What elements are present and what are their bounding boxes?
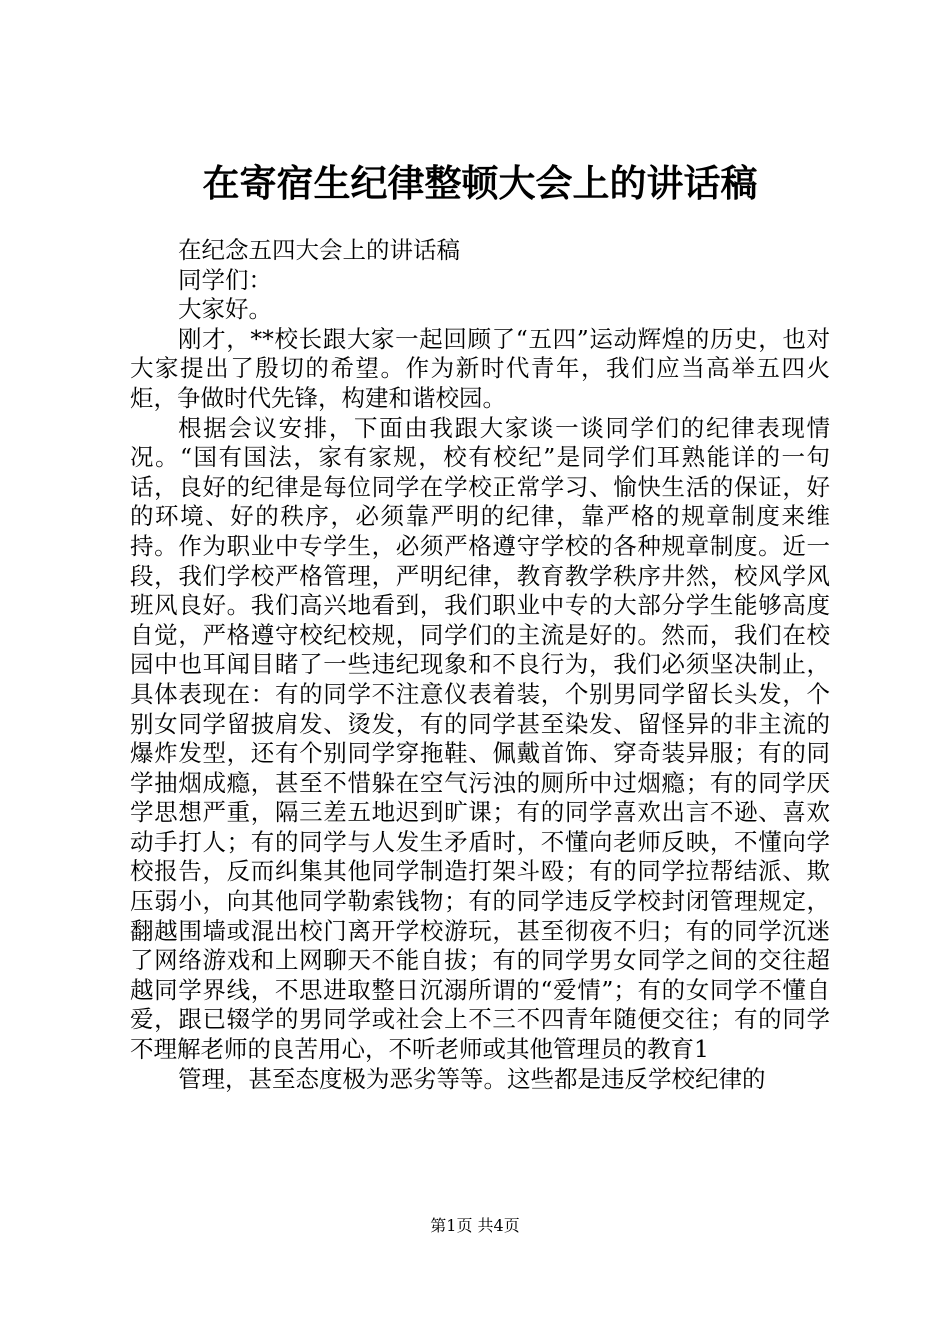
document-title: 在寄宿生纪律整顿大会上的讲话稿	[202, 161, 758, 205]
page-footer: 第1页 共4页	[430, 1216, 520, 1235]
paragraph-salutation: 同学们：	[178, 265, 272, 294]
paragraph-greeting: 大家好。	[178, 295, 272, 324]
paragraph-continuation: 管理，甚至态度极为恶劣等等。这些都是违反学校纪律的	[178, 1064, 766, 1093]
paragraph-discipline: 根据会议安排，下面由我跟大家谈一谈同学们的纪律表现情况。“国有国法，家有家规，校有校纪”是同学们耳熟能详的一句话，良好的纪律是每位同学在学校正常学习、愉快生活的保证，好的环境、好的秩序，必须靠严明的纪律，靠严格的规章制度来维持。作为职业中专学生，必须严格遵守学校的各种规章制度。近一段，我们学校严格管理，严明纪律，教育教学秩序井然，校风学风班风良好。我们高兴地看到，我们职业中专的大部分学生能够高度自觉，严格遵守校纪校规，同学们的主流是好的。然而，我们在校园中也耳闻目睹了一些违纪现象和不良行为，我们必须坚决制止，具体表现在：有的同学不注意仪表着装，个别男同学留长头发，个别女同学留披肩发、烫发，有的同学甚至染发、留怪异的非主流的爆炸发型，还有个别同学穿拖鞋、佩戴首饰、穿奇装异服；有的同学抽烟成瘾，甚至不惜躲在空气污浊的厕所中过烟瘾；有的同学厌学思想严重，隔三差五地迟到旷课；有的同学喜欢出言不逊、喜欢动手打人；有的同学与人发生矛盾时，不懂向老师反映，不懂向学校报告，反而纠集其他同学制造打架斗殴；有的同学拉帮结派、欺压弱小，向其他同学勒索钱物；有的同学违反学校封闭管理规定，翻越围墙或混出校门离开学校游玩，甚至彻夜不归；有的同学沉迷了网络游戏和上网聊天不能自拔；有的同学男女同学之间的交往超越同学界线，不思进取整日沉溺所谓的“爱情”；有的女同学不懂自爱，跟已辍学的男同学或社会上不三不四青年随便交往；有的同学不理解老师的良苦用心，不听老师或其他管理员的教育1	[130, 413, 830, 1064]
paragraph-subtitle: 在纪念五四大会上的讲话稿	[178, 236, 460, 264]
paragraph-opening: 刚才，**校长跟大家一起回顾了“五四”运动辉煌的历史，也对大家提出了殷切的希望。作为新时代青年，我们应当高举五四火炬，争做时代先锋，构建和谐校园。	[130, 324, 830, 412]
document-body	[130, 236, 830, 1094]
